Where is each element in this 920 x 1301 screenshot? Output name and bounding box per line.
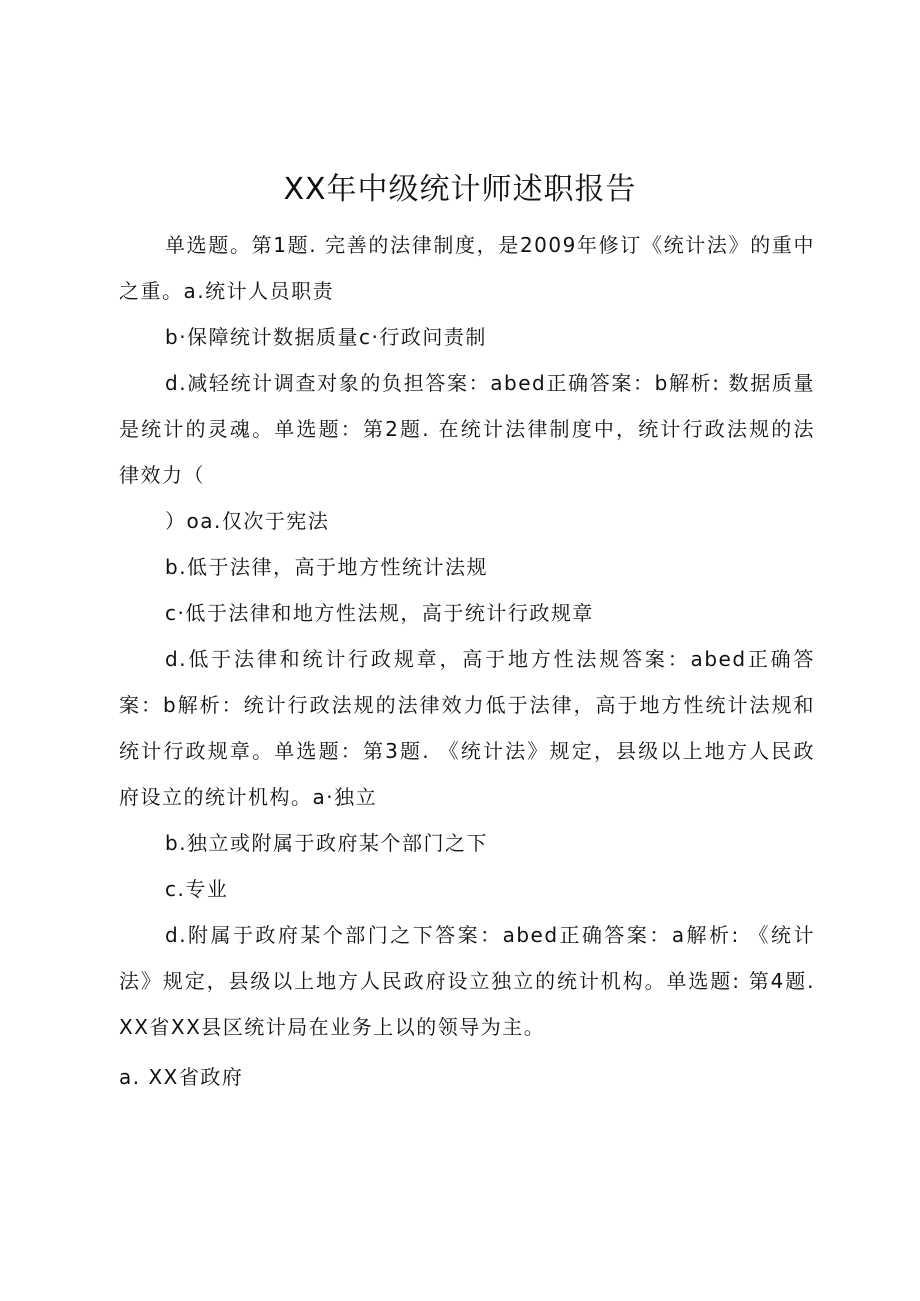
paragraph-q2-option-a: ）oa.仅次于宪法 [165,509,330,533]
paragraph-q2-option-d: d.低于法律和统计行政规章，高于地方性法规答案：abed正确答案：b解析：统计行政法规的法律效力低于法律，高于地方性统计法规和统计行政规章。单选题：第3题. 《统计法》规定，县级以上地方人民政府设立的统计机构。a·独立 [119,647,815,809]
paragraph-q2-option-c: c·低于法律和地方性法规，高于统计行政规章 [165,601,594,625]
paragraph-q1-option-b: b·保障统计数据质量c·行政问责制 [165,325,487,349]
paragraph-q2-option-b: b.低于法律，高于地方性统计法规 [165,555,489,579]
paragraph-q1: 单选题。第1题. 完善的法律制度，是2009年修订《统计法》的重中之重。a.统计人员职责 [119,233,815,303]
paragraph-q3-option-b: b.独立或附属于政府某个部门之下 [165,831,489,855]
document-body [119,222,815,1100]
document-title: XX年中级统计师述职报告 [283,172,637,207]
paragraph-q3-option-d: d.附属于政府某个部门之下答案：abed正确答案：a解析: 《统计法》规定，县级以上地方人民政府设立独立的统计机构。单选题: 第4题.XX省XX县区统计局在业务上以的领导为主。 [119,923,815,1039]
paragraph-q3-option-c: c.专业 [165,877,229,901]
paragraph-q1-option-d: d.减轻统计调查对象的负担答案：abed正确答案：b解析: 数据质量是统计的灵魂。单选题：第2题. 在统计法律制度中，统计行政法规的法律效力（ [119,371,815,487]
paragraph-q4-option-a: a. XX省政府 [119,1065,244,1089]
